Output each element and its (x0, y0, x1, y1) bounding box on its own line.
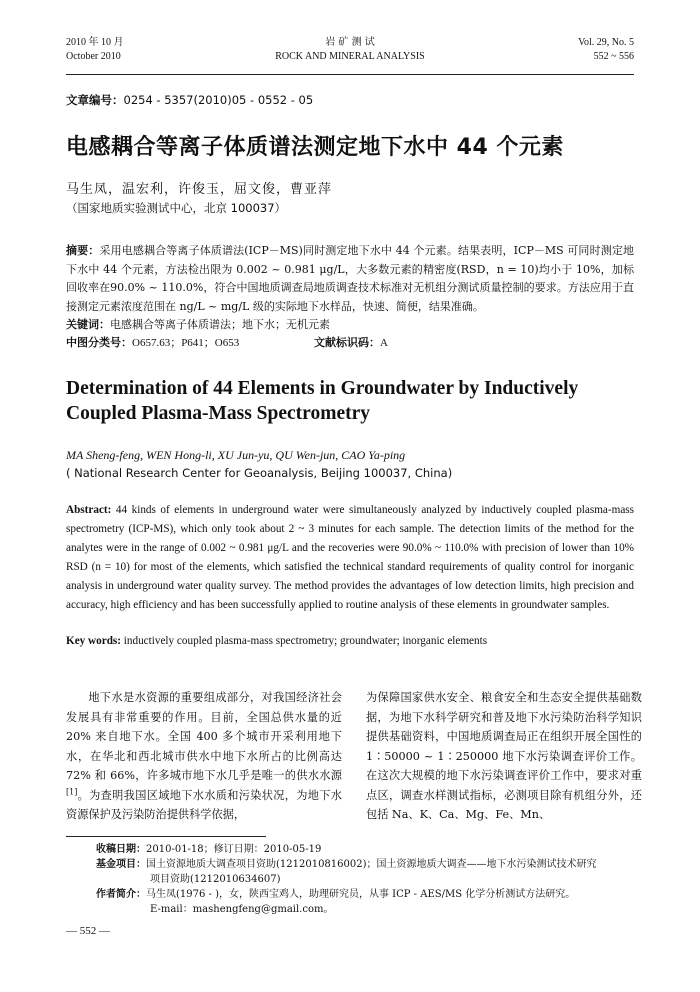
footnote-email[interactable]: E-mail：mashengfeng@gmail.com。 (150, 904, 334, 915)
header-pages: 552 ~ 556 (593, 51, 634, 62)
footnote-received (96, 842, 634, 857)
footnotes (96, 842, 634, 917)
header-rule (66, 74, 634, 75)
header-volume (578, 36, 634, 64)
body-paragraph (66, 688, 342, 825)
footnote-author-text: 马生凤(1976 - )，女，陕西宝鸡人，助理研究员，从事 ICP - AES/MS 化学分析测试方法研究。 (146, 889, 576, 900)
cn-abstract-label: 摘要： (66, 244, 100, 257)
body-right-column (366, 688, 642, 825)
cn-title: 电感耦合等离子体质谱法测定地下水中 44 个元素 (66, 135, 564, 160)
cn-classification-label: 中图分类号： (66, 336, 132, 349)
footnote-fund-text: 国土资源地质大调查项目资助(1212010816002)；国土资源地质大调查——地下水污染测试技术研究 (146, 859, 597, 870)
article-id-value: 0254 - 5357(2010)05 - 0552 - 05 (123, 93, 314, 107)
en-keywords-label: Key words: (66, 635, 121, 647)
en-title: Determination of 44 Elements in Groundwater by Inductively Coupled Plasma-Mass Spectrometry (66, 378, 579, 424)
doc-code (314, 334, 388, 352)
footnote-author (96, 887, 634, 902)
footnote-received-label: 收稿日期： (96, 844, 146, 855)
body-left-text: 地下水是水资源的重要组成部分，对我国经济社会发展具有非常重要的作用。目前，全国总供水量的近 20% 来自地下水。全国 400 多个城市开采利用地下水，在华北和西北城市供水中地下水所占的比例高达 72% 和 66%，许多城市地下水几乎是唯一的供水水源 (66, 691, 342, 782)
page-number: — 552 — (66, 925, 110, 937)
cn-abstract (66, 242, 634, 316)
header-volume-issue: Vol. 29, No. 5 (578, 37, 634, 48)
en-abstract-text: 44 kinds of elements in underground water were simultaneously analyzed by inductively coupled plasma-mass spectrometry (ICP-MS), which only took about 2 ~ 3 minutes for each sample. The detection limits of the method for the analytes were in the range of 0.002 ~ 0.981 μg/L and the recoveries were 90.0% ~ 110.0% with precision of lower than 10% RSD (n = 10) for most of the elements, which satisfied the technical standard requirements of quality control for inorganic analysis in underground water quality survey. The method provides the advantages of low detection limits, high precision and accuracy, high efficiency and has been successfully applied to routine analysis of these elements in groundwater samples. (66, 504, 634, 611)
cn-keywords-text: 电感耦合等离子体质谱法；地下水；无机元素 (110, 318, 330, 331)
article-id (66, 92, 313, 108)
en-abstract (66, 501, 634, 615)
footnote-author-label: 作者简介： (96, 889, 146, 900)
footnote-fund-label: 基金项目： (96, 859, 146, 870)
en-authors: MA Sheng-feng, WEN Hong-li, XU Jun-yu, QU Wen-jun, CAO Ya-ping (66, 448, 406, 462)
en-keywords (66, 635, 634, 647)
doc-code-value: A (380, 337, 388, 349)
cn-authors: 马生凤，温宏利，许俊玉，屈文俊，曹亚萍 (66, 182, 333, 197)
header-date-cn: 2010 年 10 月 (66, 37, 124, 48)
cn-classification (66, 334, 634, 352)
footnote-fund (96, 857, 634, 872)
cn-affiliation: （国家地质实验测试中心，北京 100037） (66, 201, 287, 215)
footnote-fund-continued: 项目资助(1212010634607) (150, 874, 281, 885)
cn-keywords-label: 关键词： (66, 318, 110, 331)
header-date-en: October 2010 (66, 51, 121, 62)
cn-classification-text: O657.63；P641；O653 (132, 337, 240, 349)
footnote-received-text: 2010-01-18；修订日期：2010-05-19 (146, 844, 322, 855)
cn-abstract-text: 采用电感耦合等离子体质谱法(ICP－MS)同时测定地下水中 44 个元素。结果表明，ICP－MS 可同时测定地下水中 44 个元素，方法检出限为 0.002 ~ 0.981 μg/L，大多数元素的精密度(RSD，n = 10)均小于 10%，加标回收率在90.0% ~ 110.0%，符合中国地质调查局地质调查技术标准对无机组分测试质量控制的要求。方法应用于直接测定元素浓度范围在 ng/L ~ mg/L 级的实际地下水样品，快速、简便，结果准确。 (66, 244, 634, 313)
citation-ref[interactable]: [1] (66, 786, 78, 796)
body-left-column (66, 688, 342, 825)
running-header (66, 36, 634, 76)
body-right-text: 为保障国家供水安全、粮食安全和生态安全提供基础数据，为地下水科学研究和普及地下水污染防治科学知识提供基础资料，中国地质调查局正在组织开展全国性的 1∶50000 ~ 1∶250000 地下水污染调查评价工作。在这次大规模的地下水污染调查评价工作中，要求对重点区，调查水样测试指标，必测项目除有机组分外，还包括 Na、K、Ca、Mg、Fe、Mn、 (366, 691, 642, 821)
cn-keywords (66, 316, 634, 333)
body-left-text-2: 。为查明我国区域地下水水质和污染状况，为地下水资源保护及污染防治提供科学依据， (66, 788, 342, 821)
article-id-label: 文章编号： (66, 93, 124, 107)
header-journal-cn: 岩 矿 测 试 (325, 37, 375, 48)
doc-code-label: 文献标识码： (314, 336, 380, 349)
en-affiliation: ( National Research Center for Geoanalysis, Beijing 100037, China) (66, 466, 453, 480)
header-journal (66, 36, 634, 64)
header-journal-en: ROCK AND MINERAL ANALYSIS (275, 51, 425, 62)
en-abstract-label: Abstract: (66, 504, 112, 516)
en-keywords-text: inductively coupled plasma-mass spectrometry; groundwater; inorganic elements (123, 635, 488, 647)
footnote-rule (66, 836, 266, 837)
